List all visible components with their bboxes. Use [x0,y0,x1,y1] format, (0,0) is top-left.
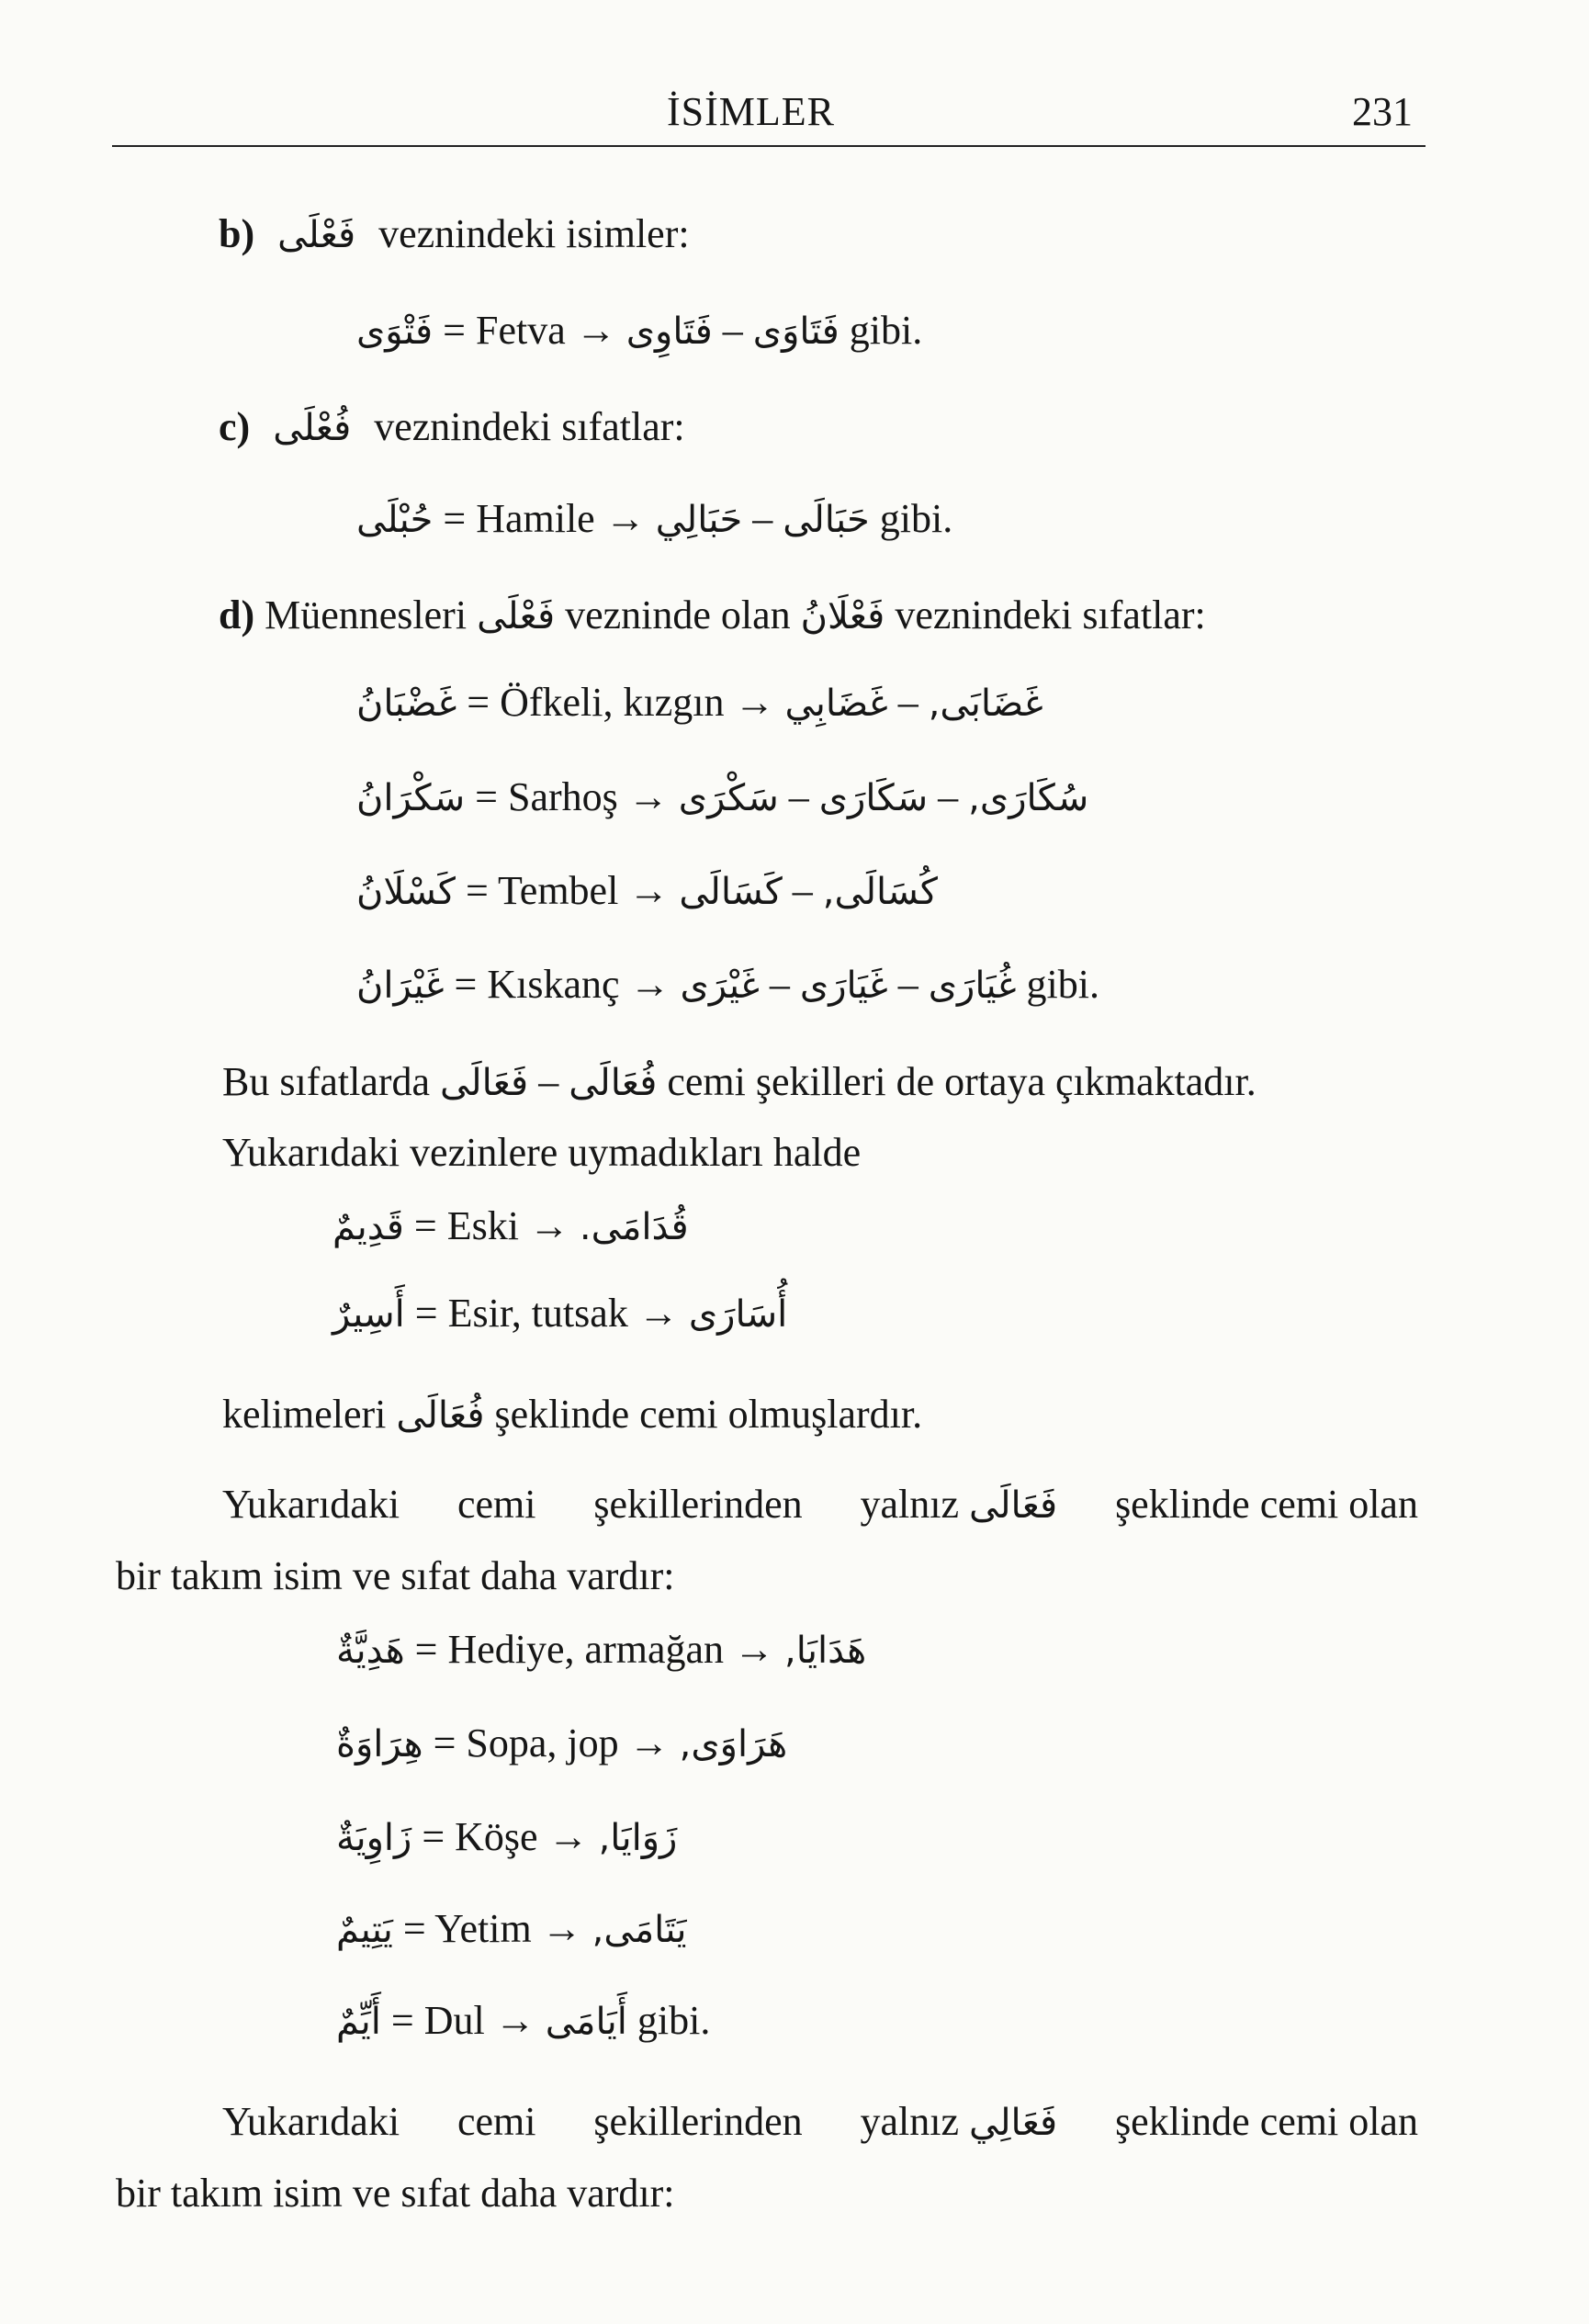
body-text: Yukarıdaki vezinlere uymadıkları halde [222,1130,862,1175]
dash: – [769,962,790,1007]
body-text: yalnız [860,1482,960,1527]
meaning-text: = Tembel → [465,868,670,913]
arabic-pattern: فُعْلَى [273,407,352,449]
example-row [332,1286,787,1342]
paragraph-line [116,2166,675,2221]
item-label: b) [219,211,255,256]
example-row [356,303,922,359]
dash: – [938,774,959,819]
item-label: d) [219,592,255,637]
arabic-word: هِرَاوَةٌ [336,1723,423,1766]
dash: – [752,496,773,541]
chapter-title: İSİMLER [667,89,835,134]
body-text: cemi şekilleri de ortaya çıkmaktadır. [667,1059,1257,1104]
arabic-pattern: فُعَالَى [569,1062,658,1104]
body-text: cemi [456,2099,536,2144]
arabic-word: أَيِّمٌ [336,2001,381,2043]
body-text: Yukarıdaki [222,1482,400,1527]
example-row [336,1901,687,1957]
arabic-word: قَدِيمٌ [332,1206,404,1248]
body-text: şeklinde cemi olmuşlardır. [494,1392,923,1437]
page-number: 231 [1352,89,1413,134]
plural-form: غُيَارَى [928,965,1017,1007]
arabic-pattern: فُعَالَى [396,1394,485,1437]
dash: – [792,868,813,913]
body-text: bir takım isim ve sıfat daha vardır: [116,1553,675,1598]
arabic-word: كَسْلَانُ [356,871,456,913]
arabic-word: حُبْلَى [356,499,434,541]
paragraph-line [222,1055,1257,1111]
plural-form: حَبَالَى [783,499,870,541]
arabic-pattern: فَعَالَى [969,1484,1058,1527]
paragraph-line [222,1387,922,1443]
example-row [356,675,1043,731]
plural-form: حَبَالِي [655,499,743,541]
gibi-text: gibi. [849,308,923,353]
plural-form: غَيْرَى [680,965,760,1007]
section-b-heading [219,207,690,263]
arabic-word: سَكْرَانُ [356,777,466,819]
heading-text: veznindeki sıfatlar: [895,592,1206,637]
plural-form: غَيَارَى [799,965,888,1007]
arabic-pattern: فَعْلَانُ [800,595,885,637]
meaning-text: = Esir, tutsak → [414,1291,679,1336]
arabic-pattern: فَعْلَى [277,214,356,256]
arabic-pattern: فَعَالِي [969,2102,1058,2144]
paragraph-line [116,1549,675,1604]
meaning-text: = Eski → [413,1203,569,1248]
gibi-text: gibi. [879,496,953,541]
gibi-text: gibi. [637,1998,711,2043]
paragraph-line [222,2094,1418,2150]
body-text: şekillerinden [593,2099,803,2144]
example-row [356,957,1099,1013]
heading-text: vezninde olan [565,592,791,637]
body-text: Bu sıfatlarda [222,1059,431,1104]
paragraph-line [222,1125,861,1180]
plural-form: زَوَايَا, [598,1817,678,1859]
arabic-word: يَتِيمٌ [336,1909,393,1951]
arabic-word: أَسِيرٌ [332,1293,405,1336]
heading-text: Müennesleri [265,592,468,637]
dash: – [897,680,918,725]
plural-form: قُدَامَى. [579,1206,689,1248]
meaning-text: = Fetva → [443,308,616,353]
meaning-text: = Hamile → [443,496,646,541]
meaning-text: = Sopa, jop → [433,1720,670,1766]
arabic-word: فَتْوَى [356,310,434,353]
plural-form: يَتَامَى, [592,1909,687,1951]
plural-form: كُسَالَى, [822,871,938,913]
body-text: cemi [456,1482,536,1527]
arabic-word: غَضْبَانُ [356,683,457,725]
meaning-text: = Sarhoş → [475,774,669,819]
example-row [356,863,938,919]
section-c-heading [219,400,685,456]
page-header [112,88,1426,147]
body-text: Yukarıdaki [222,2099,400,2144]
meaning-text: = Öfkeli, kızgın → [467,680,775,725]
arabic-pattern: فَعَالَى [440,1062,529,1104]
arabic-word: زَاوِيَةٌ [336,1817,412,1859]
arabic-word: غَيْرَانُ [356,965,445,1007]
heading-text: veznindeki sıfatlar: [374,404,685,449]
meaning-text: = Köşe → [422,1814,589,1859]
plural-form: هَرَاوَى, [679,1723,788,1766]
dash: – [538,1059,559,1104]
plural-form: غَضَابِي [784,683,888,725]
plural-form: أَيَامَى [545,2001,627,2043]
meaning-text: = Dul → [390,1998,535,2043]
section-d-heading [219,588,1206,644]
example-row [336,1622,866,1678]
arabic-word: هَدِيَّةٌ [336,1630,405,1672]
plural-form: غَضَابَى, [928,683,1043,725]
plural-form: سَكَارَى [818,777,929,819]
body-text: şekillerinden [593,1482,803,1527]
meaning-text: = Yetim → [402,1906,582,1951]
plural-form: كَسَالَى [679,871,783,913]
plural-form: فَتَاوِى [625,310,713,353]
gibi-text: gibi. [1026,962,1099,1007]
body-text: bir takım isim ve sıfat daha vardır: [116,2171,675,2216]
example-row [356,770,1088,826]
plural-form: أُسَارَى [688,1293,788,1336]
body-text: şeklinde cemi olan [1115,1482,1418,1527]
dash: – [788,774,809,819]
plural-form: سُكَارَى, [968,777,1089,819]
heading-text: veznindeki isimler: [378,211,690,256]
example-row [336,1810,677,1866]
meaning-text: = Hediye, armağan → [414,1627,775,1672]
body-text: kelimeleri [222,1392,387,1437]
dash: – [722,308,743,353]
plural-form: هَدَايَا, [784,1630,867,1672]
meaning-text: = Kıskanç → [454,962,671,1007]
body-text: yalnız [860,2099,960,2144]
dash: – [897,962,918,1007]
plural-form: سَكْرَى [678,777,779,819]
example-row [336,1993,710,2049]
body-text: şeklinde cemi olan [1115,2099,1418,2144]
arabic-pattern: فَعْلَى [477,595,556,637]
item-label: c) [219,404,251,449]
example-row [332,1199,689,1255]
plural-form: فَتَاوَى [752,310,840,353]
example-row [336,1716,787,1772]
paragraph-line [222,1477,1418,1533]
example-row [356,491,952,547]
